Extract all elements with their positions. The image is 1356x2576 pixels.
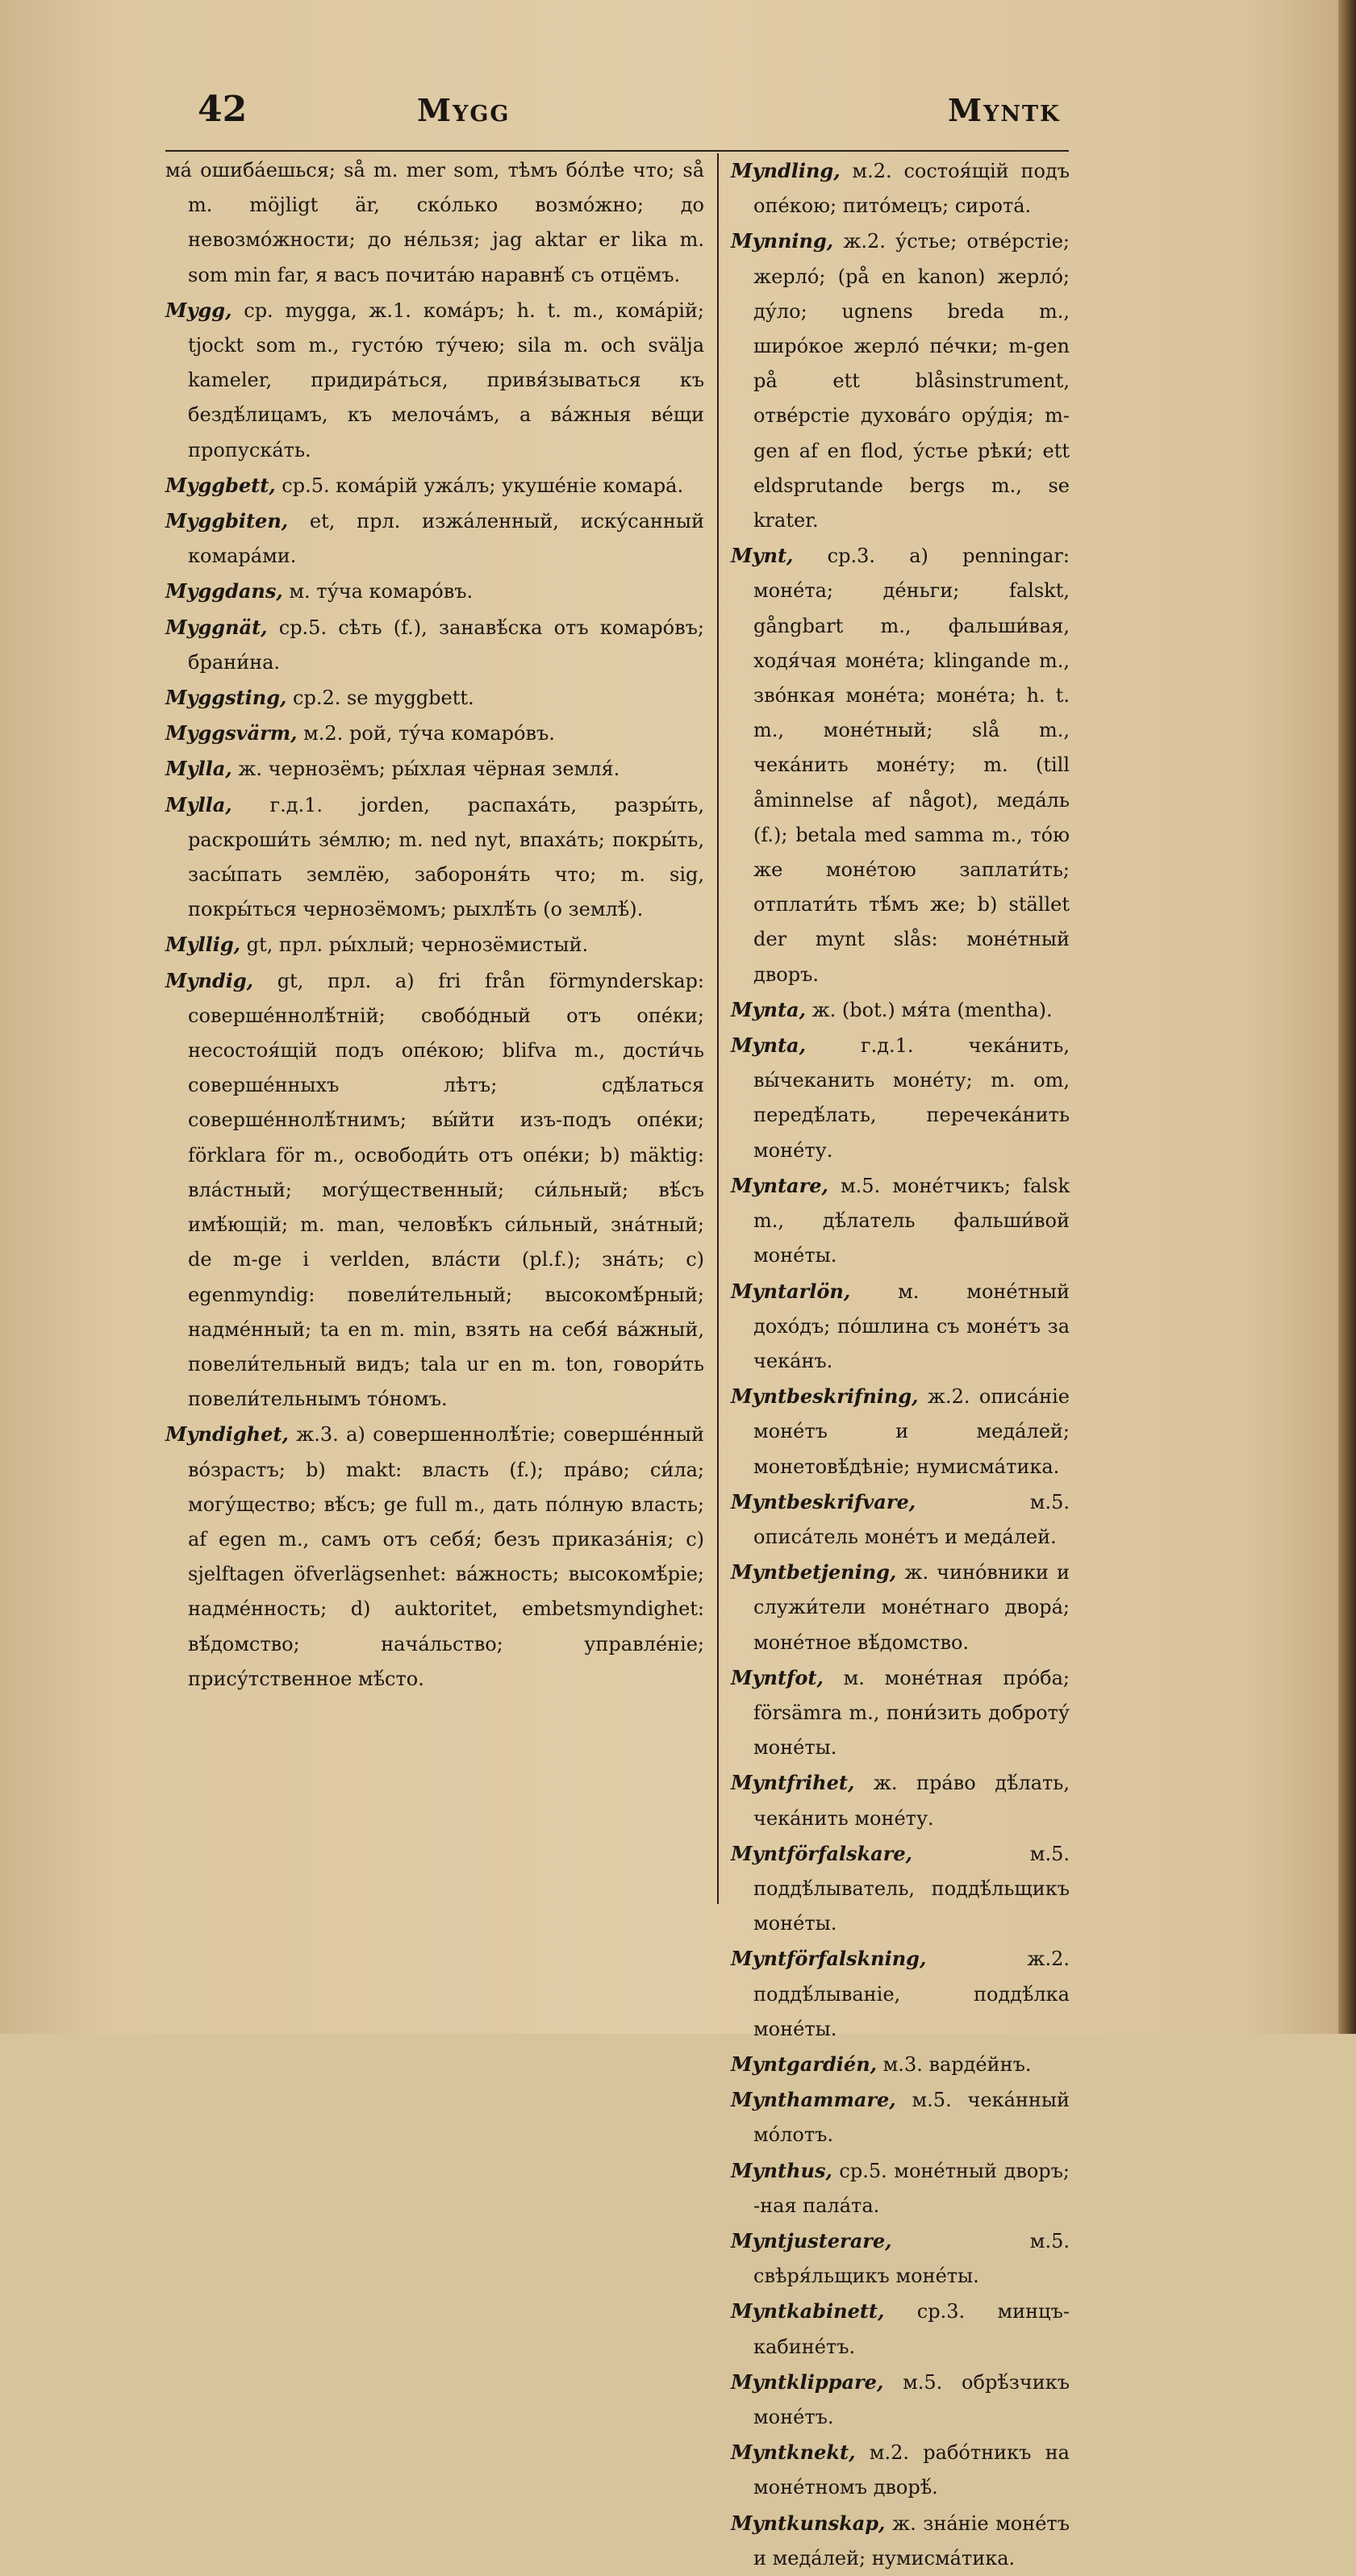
entry-headword: Myndling, (731, 159, 841, 182)
dictionary-entry (731, 2153, 1070, 2223)
entry-headword: Myntfot, (731, 1665, 824, 1689)
right-guide-word: Myntk (948, 92, 1061, 128)
entry-headword: Mylla, (165, 792, 232, 816)
page-header (198, 81, 1061, 137)
entry-definition: ж.2. поддѣ́лываніе, поддѣ́лка моне́ты. (753, 1948, 1070, 2040)
entry-definition: м.5. обрѣ́зчикъ моне́тъ. (753, 2370, 1070, 2428)
entry-definition: ср.5. сѣть (f.), занавѣ́ска отъ комаро́въ; брани́на. (188, 616, 704, 674)
entry-definition: ж.2. у́стье; отве́рстіе; жерло́; (på en kanon) жерло́; ду́ло; ugnens breda m., широ́кое жерло́ пе́чки; m-gen på ett blåsinstrument, отве́рстіе духова́го ору́дія; m-gen af en flod, у́стье рѣки́; ett eldsprutande bergs m., se krater. (753, 230, 1070, 532)
book-spine-shadow (1338, 0, 1356, 2034)
dictionary-entry (165, 503, 704, 574)
entry-headword: Mynning, (731, 229, 834, 253)
entry-definition: м.5. поддѣ́лыватель, поддѣ́льщикъ моне́ты. (753, 1842, 1070, 1935)
entry-headword: Myggbett, (165, 473, 276, 497)
entry-definition: м. ту́ча комаро́въ. (289, 580, 474, 603)
entry-definition: м. моне́тная про́ба; försämra m., пони́зить доброту́ моне́ты. (753, 1666, 1070, 1760)
entry-definition: ср. mygga, ж.1. кома́ръ; h. t. m., кома́рій; tjockt som m., густо́ю ту́чею; sila m. och svälja kameler, придира́ться, привя́зываться къ бездѣ́лицамъ, къ мелоча́мъ, а ва́жныя ве́щи пропуска́ть. (188, 299, 704, 461)
dictionary-entry (165, 963, 704, 1417)
entry-headword: Myntare, (731, 1173, 828, 1197)
dictionary-entry (731, 1379, 1070, 1484)
entry-headword: Myggsting, (165, 686, 287, 710)
entry-headword: Myntjusterare, (731, 2228, 892, 2252)
dictionary-entry (731, 1274, 1070, 1380)
dictionary-entry (165, 680, 704, 716)
entry-definition: ж. чернозёмъ; ры́хлая чёрная земля́. (238, 758, 620, 781)
right-column (731, 153, 1070, 2570)
dictionary-entry (165, 574, 704, 609)
entry-definition: gt, прл. ры́хлый; чернозёмистый. (246, 933, 589, 957)
dictionary-entry (165, 787, 704, 928)
dictionary-entry (731, 1836, 1070, 1942)
entry-definition: м.5. свѣря́льщикъ моне́ты. (753, 2229, 1070, 2288)
entry-definition: ж. чино́вники и служи́тели моне́тнаго двора́; моне́тное вѣ́домство. (753, 1561, 1070, 1654)
entry-definition: м. моне́тный дохо́дъ; по́шлина съ моне́тъ за чека́нъ. (753, 1280, 1070, 1372)
dictionary-entry (731, 2365, 1070, 2435)
left-column (165, 153, 704, 1928)
entry-headword: Myntkabinett, (731, 2299, 885, 2323)
entry-headword: Myntklippare, (731, 2369, 884, 2394)
entry-headword: Myntarlön, (731, 1279, 851, 1303)
entry-headword: Myggbiten, (165, 509, 289, 533)
entry-definition: м.2. рой, ту́ча комаро́въ. (303, 722, 555, 745)
dictionary-entry (731, 1168, 1070, 1274)
entry-headword: Myntgardién, (731, 2052, 877, 2076)
dictionary-entry (731, 2506, 1070, 2576)
dictionary-entry (165, 610, 704, 680)
dictionary-entry (165, 927, 704, 962)
entry-definition: ма́ ошиба́ешься; så m. mer som, тѣмъ бо́лѣе что; så m. möjligt är, ско́лько возмо́жно; до невозмо́жности; до не́льзя; jag aktar er lika m. som min far, я васъ почита́ю наравнѣ́ съ отцёмъ. (165, 159, 704, 286)
entry-definition: м.5. чека́нный мо́лотъ. (753, 2089, 1070, 2147)
dictionary-entry (731, 1484, 1070, 1555)
header-rule (165, 150, 1069, 152)
dictionary-entry (731, 1028, 1070, 1168)
entry-definition: ж. пра́во дѣ́лать, чека́нить моне́ту. (753, 1772, 1070, 1830)
dictionary-entry (165, 153, 704, 293)
entry-definition: м.5. описа́тель моне́тъ и меда́лей. (753, 1490, 1070, 1548)
dictionary-entry (165, 1417, 704, 1697)
entry-headword: Mynt, (731, 544, 794, 568)
entry-definition: м.2. состоя́щій подъ опе́кою; пито́мецъ; сирота́. (753, 160, 1070, 218)
entry-definition: ср.5. кома́рій ужа́лъ; укуше́ніе комара́. (282, 474, 684, 497)
dictionary-entry (165, 468, 704, 503)
entry-headword: Myntknekt, (731, 2440, 856, 2465)
dictionary-entry (165, 751, 704, 787)
entry-headword: Myndig, (165, 968, 253, 992)
entry-definition: ср.3. минцъ-кабине́тъ. (753, 2300, 1070, 2358)
entry-headword: Mygg, (165, 298, 232, 322)
dictionary-entry (731, 2047, 1070, 2082)
column-divider (717, 153, 719, 1904)
dictionary-entry (731, 2223, 1070, 2294)
dictionary-entry (731, 538, 1070, 992)
dictionary-entry (731, 2435, 1070, 2505)
entry-headword: Mynta, (731, 997, 806, 1021)
dictionary-entry (731, 1660, 1070, 1766)
entry-definition: ж. зна́ніе моне́тъ и меда́лей; нумисма́тика. (753, 2511, 1070, 2570)
entry-definition: м.3. варде́йнъ. (882, 2052, 1032, 2076)
entry-headword: Myllig, (165, 933, 240, 957)
dictionary-entry (731, 2294, 1070, 2364)
entry-definition: г.д.1. чека́нить, вы́чеканить моне́ту; m. om, передѣ́лать, перечека́нить моне́ту. (753, 1034, 1070, 1162)
dictionary-entry (165, 293, 704, 468)
dictionary-entry (165, 716, 704, 751)
entry-definition: et, прл. изжа́ленный, иску́санный комара́ми. (188, 510, 704, 568)
entry-definition: ср.5. моне́тный дворъ; -ная пала́та. (753, 2159, 1070, 2217)
dictionary-entry (731, 1941, 1070, 2047)
entry-headword: Myntförfalskning, (731, 1947, 927, 1971)
entry-headword: Myndighet, (165, 1422, 289, 1447)
entry-headword: Mylla, (165, 757, 232, 781)
dictionary-entry (731, 153, 1070, 223)
dictionary-entry (731, 1555, 1070, 1660)
dictionary-entry (731, 992, 1070, 1028)
dictionary-entry (731, 1765, 1070, 1835)
entry-headword: Myntfrihet, (731, 1771, 855, 1795)
entry-definition: ж. (bot.) мя́та (mentha). (812, 998, 1053, 1021)
left-guide-word: Mygg (417, 92, 511, 128)
entry-headword: Mynthus, (731, 2158, 832, 2182)
entry-headword: Myntbetjening, (731, 1560, 897, 1584)
entry-definition: ср.2. se myggbett. (293, 687, 474, 710)
entry-definition: ж.2. описа́ніе моне́тъ и меда́лей; монетовѣ́дѣніе; нумисма́тика. (753, 1385, 1070, 1478)
entry-headword: Myntbeskrifning, (731, 1384, 919, 1409)
entry-headword: Myggnät, (165, 615, 268, 639)
entry-definition: м.2. рабо́тникъ на моне́тномъ дворѣ́. (753, 2441, 1070, 2499)
page-number: 42 (198, 89, 248, 130)
dictionary-entry (731, 223, 1070, 538)
entry-definition: ж.3. a) совершеннолѣ́тіе; соверше́нный во́зрастъ; b) makt: власть (f.); пра́во; си́ла; могу́щество; вѣ́съ; ge full m., дать по́лную власть; af egen m., самъ отъ себя́; безъ приказа́нія; c) sjelftagen öfverlägsenhet: ва́жность; высокомѣ́ріе; надме́нность; d) auktoritet, embetsmyndighet: вѣ́домство; нача́льство; управле́ніе; прису́тственное мѣ́сто. (188, 1423, 704, 1690)
entry-headword: Myggsvärm, (165, 721, 298, 745)
entry-definition: г.д.1. jorden, распаха́ть, разры́ть, раскроши́ть зе́млю; m. ned nyt, впаха́ть; покры́ть, засы́пать землёю, забороня́ть что; m. sig, покры́ться чернозёмомъ; рыхлѣ́ть (о землѣ́). (188, 793, 704, 921)
dictionary-entry (731, 2082, 1070, 2152)
entry-headword: Mynta, (731, 1033, 806, 1058)
entry-definition: ср.3. a) penningar: моне́та; де́ньги; falskt, gångbart m., фальши́вая, ходя́чая моне́та; klingande m., зво́нкая моне́та; моне́та; h. t. m., моне́тный; slå m., чека́нить моне́ту; m. (till åminnelse af något), меда́ль (f.); betala med samma m., то́ю же моне́тою заплати́ть; отплати́ть тѣ́мъ же; b) stället der mynt slås: моне́тный дворъ. (753, 545, 1070, 986)
entry-headword: Myntförfalskare, (731, 1841, 912, 1865)
entry-headword: Myntbeskrifvare, (731, 1489, 916, 1513)
entry-definition: gt, прл. a) fri från förmynderskap: соверше́ннолѣ́тній; свобо́дный отъ опе́ки; несостоя́щій подъ опе́кою; blifva m., дости́чь соверше́нныхъ лѣтъ; сдѣ́латься соверше́ннолѣ́тнимъ; вы́йти изъ-подъ опе́ки; förklara för m., освободи́ть отъ опе́ки; b) mäktig: вла́стный; могу́щественный; си́льный; вѣ́съ имѣ́ющій; m. man, человѣ́къ си́льный, зна́тный; de m-ge i verlden, вла́сти (pl.f.); зна́ть; c) egenmyndig: повели́тельный; высокомѣ́рный; надме́нный; ta en m. min, взять на себя́ ва́жный, повели́тельный видъ; tala ur en m. ton, говори́ть повели́тельнымъ то́номъ. (188, 969, 704, 1411)
entry-headword: Myntkunskap, (731, 2511, 886, 2535)
entry-definition: м.5. моне́тчикъ; falsk m., дѣ́латель фальши́вой моне́ты. (753, 1174, 1070, 1267)
entry-headword: Myggdans, (165, 579, 283, 603)
entry-headword: Mynthammare, (731, 2088, 896, 2112)
